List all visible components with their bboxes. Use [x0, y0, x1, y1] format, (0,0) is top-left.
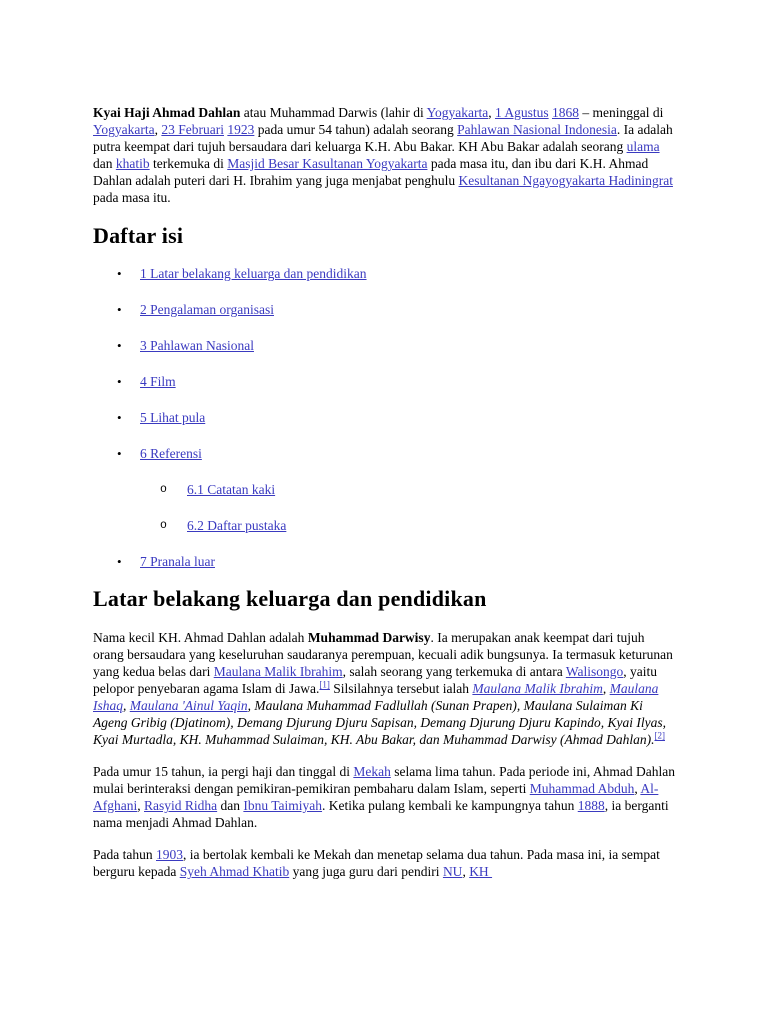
text-link[interactable]: 1923 [227, 122, 255, 137]
toc-item [93, 337, 676, 354]
text-link[interactable]: Maulana 'Ainul Yaqin [129, 698, 248, 713]
bullet-icon: o [160, 483, 167, 496]
bullet-icon: • [117, 446, 122, 461]
bullet-icon: • [117, 410, 122, 425]
text-run: , [137, 798, 144, 813]
text-link[interactable]: 1868 [552, 105, 579, 120]
toc-item [93, 481, 676, 498]
text-link[interactable]: Muhammad Abduh [529, 781, 635, 796]
text-link[interactable]: 1888 [577, 798, 605, 813]
section-paragraph-1 [93, 629, 676, 748]
text-link[interactable]: Mekah [353, 764, 391, 779]
text-link[interactable]: Yogyakarta [93, 122, 155, 137]
toc-item [93, 409, 676, 426]
text-link[interactable]: Yogyakarta [426, 105, 489, 120]
text-link[interactable]: Maulana Malik Ibrahim [472, 681, 603, 696]
bullet-icon: • [117, 338, 122, 353]
toc-item [93, 301, 676, 318]
text-run: pada masa itu, dan ibu dari K.H. Ahmad Dahlan adalah puteri dari H. Ibrahim yang juga menjabat penghulu [93, 156, 649, 188]
reference-link[interactable]: [1] [319, 679, 330, 690]
text-link[interactable]: khatib [115, 156, 150, 171]
reference-link[interactable]: [2] [654, 730, 665, 741]
section-heading: Latar belakang keluarga dan pendidikan [93, 586, 487, 611]
text-run: , [462, 864, 470, 879]
toc-list [93, 265, 676, 570]
toc-link[interactable]: 6.2 Daftar pustaka [187, 518, 287, 533]
toc-item [93, 517, 676, 534]
text-run: , [634, 781, 641, 796]
toc-item [93, 553, 676, 570]
toc-item [93, 265, 676, 282]
text-run: yang juga guru dari pendiri [289, 864, 443, 879]
section-paragraph-2 [93, 763, 676, 831]
text-run: dan [217, 798, 244, 813]
text-run: Muhammad Darwisy [307, 630, 431, 645]
text-run: , Maulana Muhammad Fadlullah (Sunan Prapen), Maulana Sulaiman Ki Ageng Gribig (Djatinom), Demang Djurung Djuru Sapisan, Demang Djurung Djuru Kapindo, Kyai Ilyas, Kyai Murtadla, KH. Muhammad Sulaiman, KH. Abu Bakar, dan Muhammad Darwisy (Ahmad Dahlan). [93, 698, 666, 747]
text-run: , yaitu pelopor penyebaran agama Islam di Jawa. [93, 664, 658, 696]
toc-link[interactable]: 6.1 Catatan kaki [187, 482, 276, 497]
text-link[interactable]: Pahlawan Nasional Indonesia [457, 122, 617, 137]
text-run: , [602, 681, 610, 696]
text-link[interactable]: Rasyid Ridha [144, 798, 218, 813]
toc-link[interactable]: 5 Lihat pula [140, 410, 206, 425]
text-link[interactable]: 23 Februari [161, 122, 224, 137]
text-run: . Ia merupakan anak keempat dari tujuh orang bersaudara yang keseluruhan saudaranya perempuan, kecuali adik bungsunya. Ia termasuk keturunan yang kedua belas dari [93, 630, 673, 679]
text-run: . Ketika pulang kembali ke kampungnya tahun [322, 798, 578, 813]
bullet-icon: • [117, 554, 122, 569]
bullet-icon: o [160, 519, 167, 532]
toc-item [93, 445, 676, 462]
text-run: Silsilahnya tersebut ialah [329, 681, 473, 696]
text-run: terkemuka di [149, 156, 228, 171]
text-run: . Ia adalah putra keempat dari tujuh bersaudara dari keluarga K.H. Abu Bakar. KH Abu Bakar adalah seorang [93, 122, 673, 154]
text-link[interactable]: NU [442, 864, 463, 879]
text-link[interactable]: ulama [626, 139, 660, 154]
text-run: , ia berganti nama menjadi Ahmad Dahlan. [93, 798, 669, 830]
text-run: selama lima tahun. Pada periode ini, Ahmad Dahlan mulai berinteraksi dengan pemikiran-pemikiran pembaharu dalam Islam, seperti [93, 764, 676, 796]
text-link[interactable]: 1903 [156, 847, 183, 862]
toc-link[interactable]: 6 Referensi [140, 446, 202, 461]
text-run: Pada umur 15 tahun, ia pergi haji dan tinggal di [93, 764, 354, 779]
text-link[interactable]: Masjid Besar Kasultanan Yogyakarta [227, 156, 428, 171]
toc-link[interactable]: 1 Latar belakang keluarga dan pendidikan [140, 266, 367, 281]
bullet-icon: • [117, 266, 122, 281]
toc-heading: Daftar isi [93, 223, 184, 248]
bullet-icon: • [117, 302, 122, 317]
text-link[interactable]: Walisongo [565, 664, 624, 679]
toc-link[interactable]: 3 Pahlawan Nasional [140, 338, 254, 353]
toc-link[interactable]: 2 Pengalaman organisasi [140, 302, 274, 317]
text-link[interactable]: Maulana Malik Ibrahim [213, 664, 343, 679]
text-run: , ia bertolak kembali ke Mekah dan menetap selama dua tahun. Pada masa ini, ia sempat berguru kepada [93, 847, 660, 879]
text-run: pada masa itu. [93, 190, 171, 205]
text-run: , [154, 122, 162, 137]
text-link[interactable]: Ibnu Taimiyah [243, 798, 323, 813]
text-link[interactable]: Maulana Ishaq [93, 681, 659, 713]
text-link[interactable]: 1 Agustus [494, 105, 549, 120]
text-link[interactable]: KH [469, 864, 493, 879]
text-run: , [488, 105, 495, 120]
text-run: dan [93, 156, 116, 171]
text-run: Kyai Haji Ahmad Dahlan [93, 105, 241, 120]
section-paragraph-3 [93, 846, 676, 880]
toc-item [93, 373, 676, 390]
text-link[interactable]: Al-Afghani [93, 781, 659, 813]
toc-link[interactable]: 4 Film [140, 374, 176, 389]
toc-link[interactable]: 7 Pranala luar [140, 554, 215, 569]
text-run: Nama kecil KH. Ahmad Dahlan adalah [93, 630, 308, 645]
text-link[interactable]: Syeh Ahmad Khatib [179, 864, 290, 879]
text-run: , [123, 698, 130, 713]
text-run: , salah seorang yang terkemuka di antara [342, 664, 566, 679]
text-run: pada umur 54 tahun) adalah seorang [254, 122, 458, 137]
intro-paragraph [93, 104, 676, 206]
bullet-icon: • [117, 374, 122, 389]
text-run: atau Muhammad Darwis (lahir di [240, 105, 427, 120]
text-run: Pada tahun [93, 847, 156, 862]
text-run: – meninggal di [579, 105, 664, 120]
text-link[interactable]: Kesultanan Ngayogyakarta Hadiningrat [458, 173, 673, 188]
